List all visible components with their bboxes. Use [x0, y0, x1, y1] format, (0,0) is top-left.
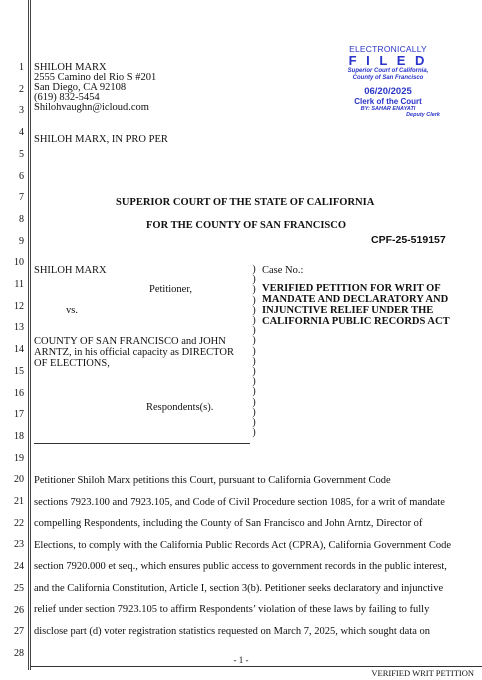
line-number: 3 [19, 105, 24, 117]
petition-body [34, 470, 450, 642]
efiling-stamp [328, 44, 448, 118]
caption-paren: ) [252, 345, 256, 357]
line-number: 27 [14, 626, 24, 638]
caption-paren: ) [252, 417, 256, 428]
body-line: and the California Constitution, Article I, section 3(b). Petitioner seeks declaratory and injunctive [34, 582, 444, 594]
filer-phone: (619) 832-5454 [34, 92, 100, 103]
page-number: - 1 - [233, 655, 249, 665]
body-line: Petitioner Shiloh Marx petitions this Court, pursuant to California Government Code [34, 475, 391, 486]
line-number: 19 [14, 452, 24, 464]
line-number: 6 [19, 170, 24, 182]
caption-vs: vs. [66, 305, 78, 316]
stamp-filed: F I L E D [348, 53, 428, 68]
line-number: 28 [14, 647, 24, 659]
line-number: 11 [14, 279, 24, 290]
line-number: 2 [19, 83, 24, 95]
body-line: section 7920.000 et seq., which ensures public access to government records in the public interest, [34, 561, 447, 572]
pleading-margin-line-inner [30, 0, 31, 670]
line-number: 20 [14, 474, 24, 486]
filer-role: SHILOH MARX, IN PRO PER [34, 134, 168, 145]
body-line: compelling Respondents, including the County of San Francisco and John Arntz, Director of [34, 518, 423, 529]
line-number: 12 [14, 300, 24, 312]
caption-respondents-label: Respondents(s). [146, 402, 214, 413]
caption-paren: ) [252, 294, 256, 306]
line-number: 22 [14, 517, 24, 529]
caption-paren: ) [252, 366, 256, 377]
filer-address-line2: San Diego, CA 92108 [34, 82, 127, 93]
caption-paren: ) [252, 304, 256, 316]
caption-underline [34, 443, 250, 444]
caption-paren: ) [252, 264, 256, 275]
line-number: 14 [14, 344, 24, 356]
line-number: 5 [19, 148, 24, 160]
caption-paren: ) [252, 284, 256, 296]
caption-paren: ) [252, 325, 256, 337]
footer-rule [30, 666, 482, 667]
line-number: 1 [19, 62, 24, 73]
line-number: 21 [14, 496, 24, 507]
court-heading-line1: SUPERIOR COURT OF THE STATE OF CALIFORNIA [116, 197, 375, 208]
caption-paren: ) [252, 274, 256, 286]
line-number: 10 [14, 257, 24, 269]
caption-paren: ) [252, 427, 256, 439]
stamp-date: 06/20/2025 [364, 86, 412, 97]
filer-name: SHILOH MARX [34, 62, 107, 73]
body-line: relief under section 7923.105 to affirm Respondents’ violation of these laws by failing to fully [34, 604, 430, 615]
filer-email: Shilohvaughn@icloud.com [34, 102, 149, 113]
stamp-electronically: ELECTRONICALLY [349, 44, 427, 54]
body-line: Elections, to comply with the California Public Records Act (CPRA), California Government Code [34, 539, 452, 551]
caption-paren: ) [252, 376, 256, 388]
document-title-line2: MANDATE AND DECLARATORY AND [262, 294, 449, 305]
line-number: 15 [14, 365, 24, 377]
line-number: 23 [14, 539, 24, 551]
line-number: 9 [19, 235, 24, 247]
line-number: 4 [19, 127, 24, 139]
line-number: 18 [14, 430, 24, 442]
stamp-by: BY: SAHAR ENAYATI [360, 106, 416, 112]
caption-respondent-line3: OF ELECTIONS, [34, 358, 110, 369]
caption-petitioner-name: SHILOH MARX [34, 265, 107, 276]
case-number: CPF-25-519157 [371, 234, 446, 246]
caption-paren: ) [252, 406, 256, 418]
caption-paren: ) [252, 335, 256, 347]
case-no-label: Case No.: [262, 265, 304, 276]
caption-paren: ) [252, 355, 256, 367]
line-number: 24 [14, 561, 24, 573]
line-number: 8 [19, 213, 24, 225]
line-number: 25 [14, 582, 24, 594]
body-line: sections 7923.100 and 7923.105, and Code of Civil Procedure section 1085, for a writ of mandate [34, 496, 445, 508]
body-line: disclose part (d) voter registration statistics requested on March 7, 2025, which sought data on [34, 625, 430, 637]
caption-paren: ) [252, 315, 256, 326]
filer-address-line1: 2555 Camino del Rio S #201 [34, 72, 157, 83]
caption-paren: ) [252, 386, 256, 398]
stamp-clerk: Clerk of the Court [354, 97, 422, 106]
document-title-line1: VERIFIED PETITION FOR WRIT OF [262, 283, 441, 294]
line-number: 7 [19, 192, 24, 204]
line-number: 17 [14, 409, 24, 421]
caption-petitioner-label: Petitioner, [149, 284, 193, 295]
pleading-margin-line [28, 0, 29, 670]
caption-respondent-line1: COUNTY OF SAN FRANCISCO and JOHN [34, 336, 226, 347]
caption-respondent-line2: ARNTZ, in his official capacity as DIRECTOR [34, 347, 234, 358]
line-number: 13 [14, 322, 24, 334]
line-number: 16 [14, 387, 24, 399]
court-heading-line2: FOR THE COUNTY OF SAN FRANCISCO [146, 220, 347, 231]
stamp-county: County of San Francisco [352, 75, 424, 81]
stamp-court: Superior Court of California, [347, 68, 429, 74]
footer-document-title: VERIFIED WRIT PETITION [371, 668, 474, 678]
document-title-line3: INJUNCTIVE RELIEF UNDER THE [262, 305, 434, 316]
stamp-deputy: Deputy Clerk [406, 112, 440, 118]
line-number: 26 [14, 604, 24, 616]
caption-paren: ) [252, 396, 256, 408]
document-title-line4: CALIFORNIA PUBLIC RECORDS ACT [262, 316, 450, 327]
